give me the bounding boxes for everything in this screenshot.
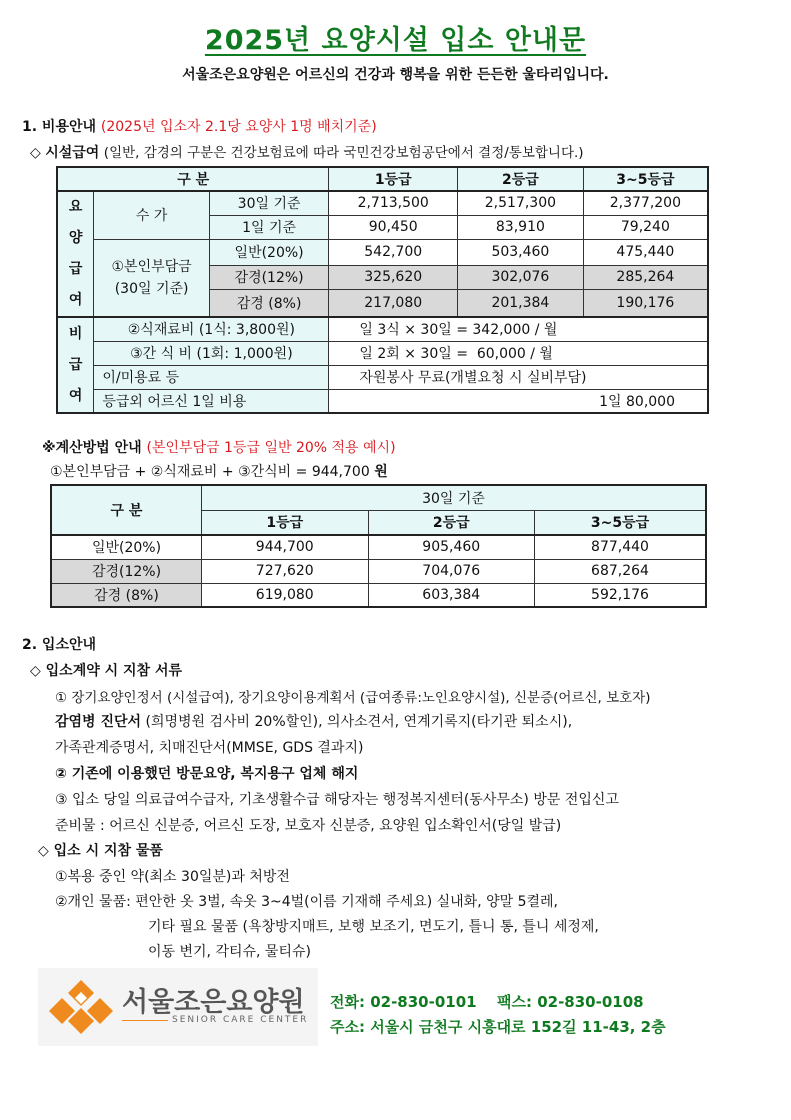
value-cell: 944,700 (202, 535, 369, 559)
nonben-value-cell: 일 3식 × 30일 = 342,000 / 월 (329, 317, 708, 341)
value-cell: 2,377,200 (583, 191, 708, 215)
calc-formula: ①본인부담금 + ②식재료비 + ③간식비 = 944,700 원 (50, 464, 388, 480)
calc-row-label: 일반(20%) (51, 535, 202, 559)
items-line-1: ①복용 중인 약(최소 30일분)과 처방전 (55, 869, 290, 885)
nonben-value-cell: 자원봉사 무료(개별요청 시 실비부담) (329, 365, 708, 389)
value-cell: 302,076 (458, 265, 584, 289)
table-header-cell: 3~5등급 (583, 167, 708, 191)
table-header-cell: 1등급 (329, 167, 458, 191)
diamond-icon: ◇ (30, 145, 41, 161)
calc-table (50, 484, 707, 608)
logo-mark-icon (46, 978, 116, 1038)
contract-line-4: ② 기존에 이용했던 방문요양, 복지용구 업체 해지 (55, 766, 359, 782)
nonben-label-cell: 등급외 어르신 1일 비용 (94, 389, 329, 413)
nonben-label-cell: ③간 식 비 (1회: 1,000원) (94, 341, 329, 365)
value-cell: 2,517,300 (458, 191, 584, 215)
value-cell: 704,076 (368, 559, 535, 583)
contract-line-3: 가족관계증명서, 치매진단서(MMSE, GDS 결과지) (55, 740, 364, 756)
calc-group-header: 30일 기준 (202, 485, 707, 510)
logo-divider (122, 1020, 168, 1021)
value-cell: 592,176 (535, 583, 707, 607)
value-cell: 83,910 (458, 215, 584, 239)
contact-phone: 전화: 02-830-0101 (330, 993, 477, 1011)
contract-line-2: 감염병 진단서 (희명병원 검사비 20%할인), 의사소견서, 연계기록지(타기관 퇴소시), (55, 714, 573, 730)
basis-cell: 30일 기준 (209, 191, 329, 215)
calc-grade-header: 3~5등급 (535, 510, 707, 535)
basis-cell: 감경(12%) (209, 265, 329, 289)
basis-cell: 일반(20%) (209, 239, 329, 265)
calc-row-label: 감경 (8%) (51, 583, 202, 607)
contract-line-1: ① 장기요양인정서 (시설급여), 장기요양이용계획서 (급여종류:노인요양시설), 신분증(어르신, 보호자) (55, 690, 651, 706)
value-cell: 79,240 (583, 215, 708, 239)
value-cell: 190,176 (583, 289, 708, 317)
nonben-value-cell: 일 2회 × 30일 = 60,000 / 월 (329, 341, 708, 365)
table-header-cell: 구 분 (57, 167, 329, 191)
contract-heading: ◇ 입소계약 시 지참 서류 (30, 663, 182, 679)
basis-cell: 1일 기준 (209, 215, 329, 239)
value-cell: 619,080 (202, 583, 369, 607)
page-subtitle: 서울조은요양원은 어르신의 건강과 행복을 위한 든든한 울타리입니다. (182, 67, 609, 83)
items-heading: ◇ 입소 시 지참 물품 (38, 843, 163, 859)
section1-note: (2025년 입소자 2.1당 요양사 1명 배치기준) (100, 119, 377, 135)
calc-grade-header: 2등급 (368, 510, 535, 535)
value-cell: 325,620 (329, 265, 458, 289)
calc-header-label: 구 분 (51, 485, 202, 535)
value-cell: 475,440 (583, 239, 708, 265)
facility-benefit-heading: ◇ 시설급여 (일반, 감경의 구분은 건강보험료에 따라 국민건강보험공단에서 결정/통보합니다.) (30, 145, 584, 161)
contract-line-6: 준비물 : 어르신 신분증, 어르신 도장, 보호자 신분증, 요양원 입소확인서(당일 발급) (55, 818, 562, 834)
calc-heading: ※계산방법 안내 (본인부담금 1등급 일반 20% 적용 예시) (42, 440, 396, 456)
suga-label: 수 가 (94, 191, 209, 239)
value-cell: 285,264 (583, 265, 708, 289)
value-cell: 687,264 (535, 559, 707, 583)
calc-row-label: 감경(12%) (51, 559, 202, 583)
footer-logo (38, 968, 318, 1046)
calc-note: (본인부담금 1등급 일반 20% 적용 예시) (146, 440, 396, 456)
value-cell: 603,384 (368, 583, 535, 607)
fee-table (56, 166, 709, 414)
basis-cell: 감경 (8%) (209, 289, 329, 317)
value-cell: 727,620 (202, 559, 369, 583)
diamond-icon: ◇ (30, 663, 41, 679)
items-line-2: ②개인 물품: 편안한 옷 3벌, 속옷 3~4벌(이름 기재해 주세요) 실내화, 양말 5켤레, (55, 894, 558, 910)
diamond-icon: ◇ (38, 843, 49, 859)
non-benefit-label: 비 급 여 (57, 317, 94, 413)
value-cell: 2,713,500 (329, 191, 458, 215)
section1-heading: 1. 비용안내 (2025년 입소자 2.1당 요양사 1명 배치기준) (22, 119, 377, 135)
section2-heading: 2. 입소안내 (22, 637, 97, 653)
logo-subtitle: SENIOR CARE CENTER (172, 1015, 309, 1025)
logo-name: 서울조은요양원 (122, 987, 305, 1018)
contact-address: 주소: 서울시 금천구 시흥대로 152길 11-43, 2층 (330, 1018, 666, 1036)
table-header-cell: 2등급 (458, 167, 584, 191)
copay-label: ①본인부담금 (30일 기준) (94, 239, 209, 317)
value-cell: 217,080 (329, 289, 458, 317)
care-benefit-label: 요 양 급 여 (57, 191, 94, 317)
items-line-3: 기타 필요 물품 (욕창방지매트, 보행 보조기, 면도기, 틀니 통, 틀니 세정제, (148, 919, 599, 935)
contract-line-5: ③ 입소 당일 의료급여수급자, 기초생활수급 해당자는 행정복지센터(동사무소) 방문 전입신고 (55, 792, 619, 808)
value-cell: 542,700 (329, 239, 458, 265)
value-cell: 503,460 (458, 239, 584, 265)
contact-fax: 팩스: 02-830-0108 (497, 993, 644, 1011)
nonben-label-cell: 이/미용료 등 (94, 365, 329, 389)
value-cell: 90,450 (329, 215, 458, 239)
page-title: 2025년 요양시설 입소 안내문 (204, 25, 587, 56)
items-line-4: 이동 변기, 각티슈, 물티슈) (148, 944, 311, 960)
calc-grade-header: 1등급 (202, 510, 369, 535)
value-cell: 877,440 (535, 535, 707, 559)
value-cell: 905,460 (368, 535, 535, 559)
nonben-value-cell: 1일 80,000 (329, 389, 708, 413)
value-cell: 201,384 (458, 289, 584, 317)
nonben-label-cell: ②식재료비 (1식: 3,800원) (94, 317, 329, 341)
